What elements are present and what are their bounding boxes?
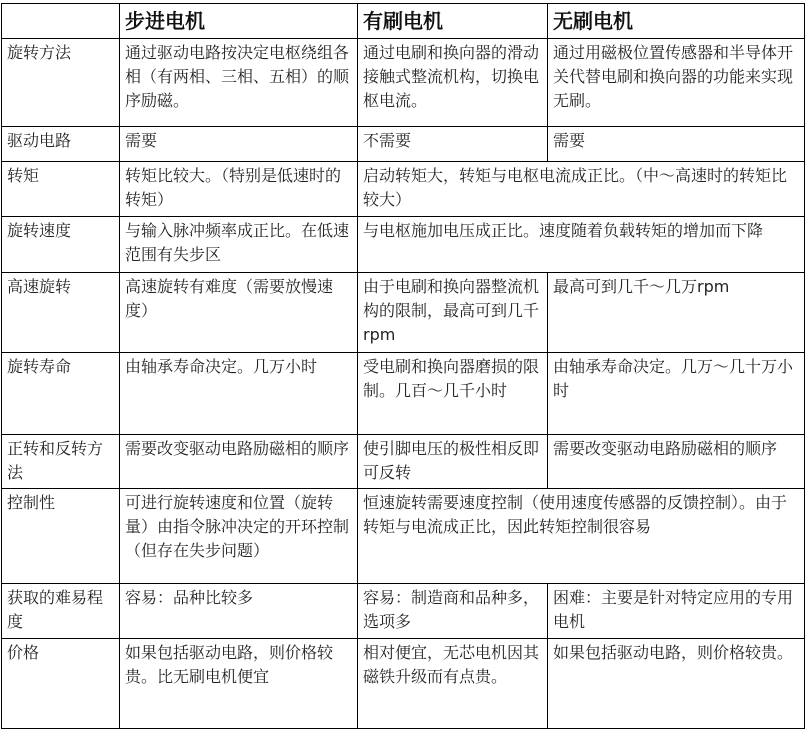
row-label: 驱动电路 xyxy=(2,127,120,162)
header-brushless-motor: 无刷电机 xyxy=(548,4,805,39)
header-stepper-motor: 步进电机 xyxy=(120,4,358,39)
row-label: 旋转方法 xyxy=(2,39,120,127)
header-row xyxy=(2,4,805,39)
stepper-cell: 与输入脉冲频率成正比。在低速范围有失步区 xyxy=(120,217,358,273)
brushed-cell: 通过电刷和换向器的滑动接触式整流机构，切换电枢电流。 xyxy=(358,39,548,127)
stepper-cell: 转矩比较大。（特别是低速时的转矩） xyxy=(120,162,358,217)
brushed-brushless-merged-cell: 启动转矩大，转矩与电枢电流成正比。（中～高速时的转矩比较大） xyxy=(358,162,805,217)
motor-comparison-table xyxy=(1,3,805,729)
table-row xyxy=(2,353,805,435)
brushed-brushless-merged-cell: 恒速旋转需要速度控制（使用速度传感器的反馈控制）。由于转矩与电流成正比，因此转矩控制很容易 xyxy=(358,489,805,584)
table-row xyxy=(2,162,805,217)
table-row xyxy=(2,273,805,353)
stepper-cell: 如果包括驱动电路，则价格较贵。比无刷电机便宜 xyxy=(120,639,358,729)
brushed-cell: 使引脚电压的极性相反即可反转 xyxy=(358,435,548,489)
brushed-cell: 容易：制造商和品种多，选项多 xyxy=(358,584,548,639)
brushed-cell: 不需要 xyxy=(358,127,548,162)
stepper-cell: 可进行旋转速度和位置（旋转量）由指令脉冲决定的开环控制（但存在失步问题） xyxy=(120,489,358,584)
row-label: 正转和反转方法 xyxy=(2,435,120,489)
stepper-cell: 容易：品种比较多 xyxy=(120,584,358,639)
table-row xyxy=(2,217,805,273)
brushed-cell: 相对便宜，无芯电机因其磁铁升级而有点贵。 xyxy=(358,639,548,729)
brushless-cell: 如果包括驱动电路，则价格较贵。 xyxy=(548,639,805,729)
table-row xyxy=(2,584,805,639)
row-label: 价格 xyxy=(2,639,120,729)
header-brushed-motor: 有刷电机 xyxy=(358,4,548,39)
stepper-cell: 由轴承寿命决定。几万小时 xyxy=(120,353,358,435)
stepper-cell: 需要改变驱动电路励磁相的顺序 xyxy=(120,435,358,489)
brushed-brushless-merged-cell: 与电枢施加电压成正比。速度随着负载转矩的增加而下降 xyxy=(358,217,805,273)
brushed-cell: 由于电刷和换向器整流机构的限制，最高可到几千rpm xyxy=(358,273,548,353)
table-row xyxy=(2,489,805,584)
header-corner-cell xyxy=(2,4,120,39)
table-row xyxy=(2,39,805,127)
table-row xyxy=(2,639,805,729)
brushed-cell: 受电刷和换向器磨损的限制。几百～几千小时 xyxy=(358,353,548,435)
row-label: 转矩 xyxy=(2,162,120,217)
stepper-cell: 高速旋转有难度（需要放慢速度） xyxy=(120,273,358,353)
stepper-cell: 通过驱动电路按决定电枢绕组各相（有两相、三相、五相）的顺序励磁。 xyxy=(120,39,358,127)
brushless-cell: 最高可到几千～几万rpm xyxy=(548,273,805,353)
brushless-cell: 困难：主要是针对特定应用的专用电机 xyxy=(548,584,805,639)
stepper-cell: 需要 xyxy=(120,127,358,162)
brushless-cell: 通过用磁极位置传感器和半导体开关代替电刷和换向器的功能来实现无刷。 xyxy=(548,39,805,127)
brushless-cell: 由轴承寿命决定。几万～几十万小时 xyxy=(548,353,805,435)
brushless-cell: 需要 xyxy=(548,127,805,162)
row-label: 高速旋转 xyxy=(2,273,120,353)
brushless-cell: 需要改变驱动电路励磁相的顺序 xyxy=(548,435,805,489)
row-label: 旋转寿命 xyxy=(2,353,120,435)
table-row xyxy=(2,435,805,489)
row-label: 旋转速度 xyxy=(2,217,120,273)
row-label: 获取的难易程度 xyxy=(2,584,120,639)
row-label: 控制性 xyxy=(2,489,120,584)
table-row xyxy=(2,127,805,162)
